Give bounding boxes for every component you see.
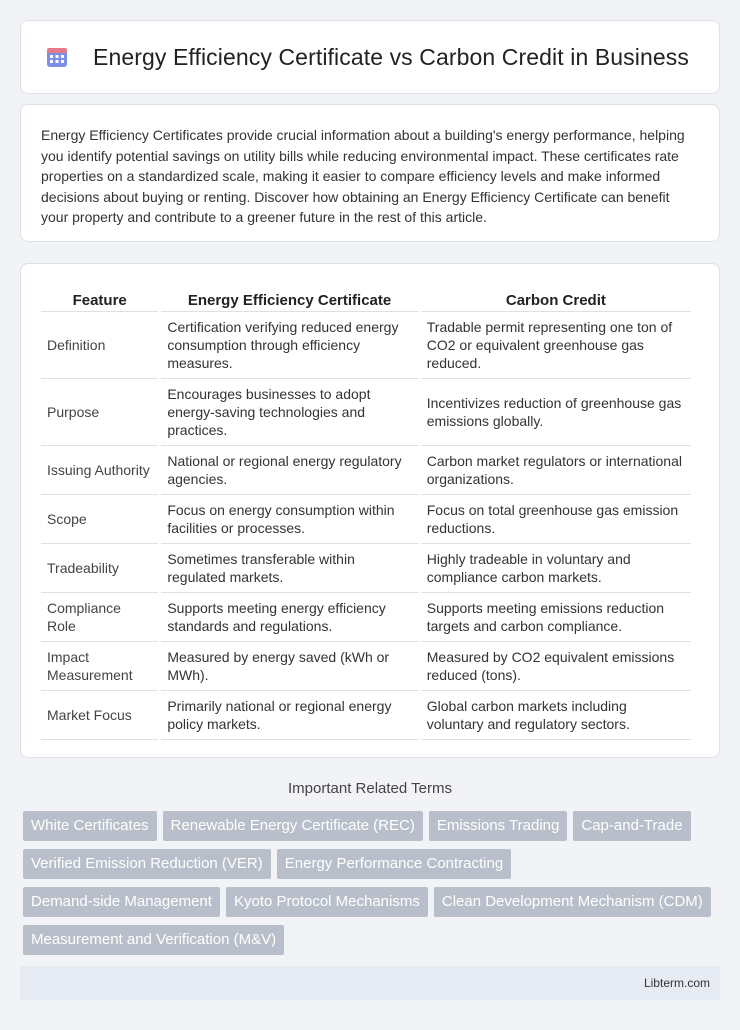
table-row (41, 379, 691, 446)
tag-demand-side-management[interactable]: Demand-side Management (23, 887, 220, 917)
row-carbon: Global carbon markets including voluntary and regulatory sectors. (421, 691, 691, 740)
row-feature: Impact Measurement (41, 642, 158, 691)
row-carbon: Measured by CO2 equivalent emissions reduced (tons). (421, 642, 691, 691)
row-feature: Definition (41, 312, 158, 379)
row-feature: Purpose (41, 379, 158, 446)
row-carbon: Incentivizes reduction of greenhouse gas emissions globally. (421, 379, 691, 446)
header-carbon-credit: Carbon Credit (421, 284, 691, 312)
row-eec: Encourages businesses to adopt energy-saving technologies and practices. (161, 379, 417, 446)
row-carbon: Carbon market regulators or international organizations. (421, 446, 691, 495)
intro-card (20, 104, 720, 242)
row-carbon: Highly tradeable in voluntary and compliance carbon markets. (421, 544, 691, 593)
footer-site-link[interactable]: Libterm.com (643, 976, 710, 990)
footer (20, 966, 720, 1000)
table-row (41, 642, 691, 691)
row-eec: National or regional energy regulatory agencies. (161, 446, 417, 495)
row-feature: Issuing Authority (41, 446, 158, 495)
row-eec: Sometimes transferable within regulated markets. (161, 544, 417, 593)
header-card (20, 20, 720, 94)
table-row (41, 312, 691, 379)
row-feature: Scope (41, 495, 158, 544)
comparison-table-card (20, 263, 720, 758)
tag-ver[interactable]: Verified Emission Reduction (VER) (23, 849, 271, 879)
related-terms-title: Important Related Terms (288, 780, 452, 797)
related-terms-tags (20, 811, 720, 963)
tag-white-certificates[interactable]: White Certificates (23, 811, 157, 841)
tag-emissions-trading[interactable]: Emissions Trading (429, 811, 568, 841)
tag-mv[interactable]: Measurement and Verification (M&V) (23, 925, 284, 955)
row-eec: Supports meeting energy efficiency standards and regulations. (161, 593, 417, 642)
row-eec: Certification verifying reduced energy consumption through efficiency measures. (161, 312, 417, 379)
page-title: Energy Efficiency Certificate vs Carbon Credit in Business (93, 43, 689, 70)
header-feature: Feature (41, 284, 158, 312)
row-feature: Tradeability (41, 544, 158, 593)
row-carbon: Focus on total greenhouse gas emission reductions. (421, 495, 691, 544)
comparison-table (38, 284, 694, 740)
tag-cap-and-trade[interactable]: Cap-and-Trade (573, 811, 690, 841)
tag-cdm[interactable]: Clean Development Mechanism (CDM) (434, 887, 711, 917)
table-row (41, 446, 691, 495)
table-row (41, 593, 691, 642)
row-feature: Compliance Role (41, 593, 158, 642)
table-row (41, 544, 691, 593)
calendar-icon (45, 45, 69, 69)
row-eec: Focus on energy consumption within facilities or processes. (161, 495, 417, 544)
tag-kyoto-protocol[interactable]: Kyoto Protocol Mechanisms (226, 887, 428, 917)
row-carbon: Tradable permit representing one ton of CO2 or equivalent greenhouse gas reduced. (421, 312, 691, 379)
row-feature: Market Focus (41, 691, 158, 740)
table-row (41, 495, 691, 544)
tag-energy-performance-contracting[interactable]: Energy Performance Contracting (277, 849, 511, 879)
row-eec: Primarily national or regional energy policy markets. (161, 691, 417, 740)
related-terms-section (20, 780, 720, 963)
tag-rec[interactable]: Renewable Energy Certificate (REC) (163, 811, 423, 841)
table-header-row (41, 284, 691, 312)
header-eec: Energy Efficiency Certificate (161, 284, 417, 312)
intro-text: Energy Efficiency Certificates provide crucial information about a building's energy performance, helping you identify potential savings on utility bills while reducing environmental impact. These certificates rate properties on a standardized scale, making it easier to compare efficiency levels and make informed decisions about buying or renting. Discover how obtaining an Energy Efficiency Certificate can benefit your property and contribute to a greener future in the rest of this article. (41, 127, 685, 226)
row-eec: Measured by energy saved (kWh or MWh). (161, 642, 417, 691)
table-row (41, 691, 691, 740)
row-carbon: Supports meeting emissions reduction targets and carbon compliance. (421, 593, 691, 642)
